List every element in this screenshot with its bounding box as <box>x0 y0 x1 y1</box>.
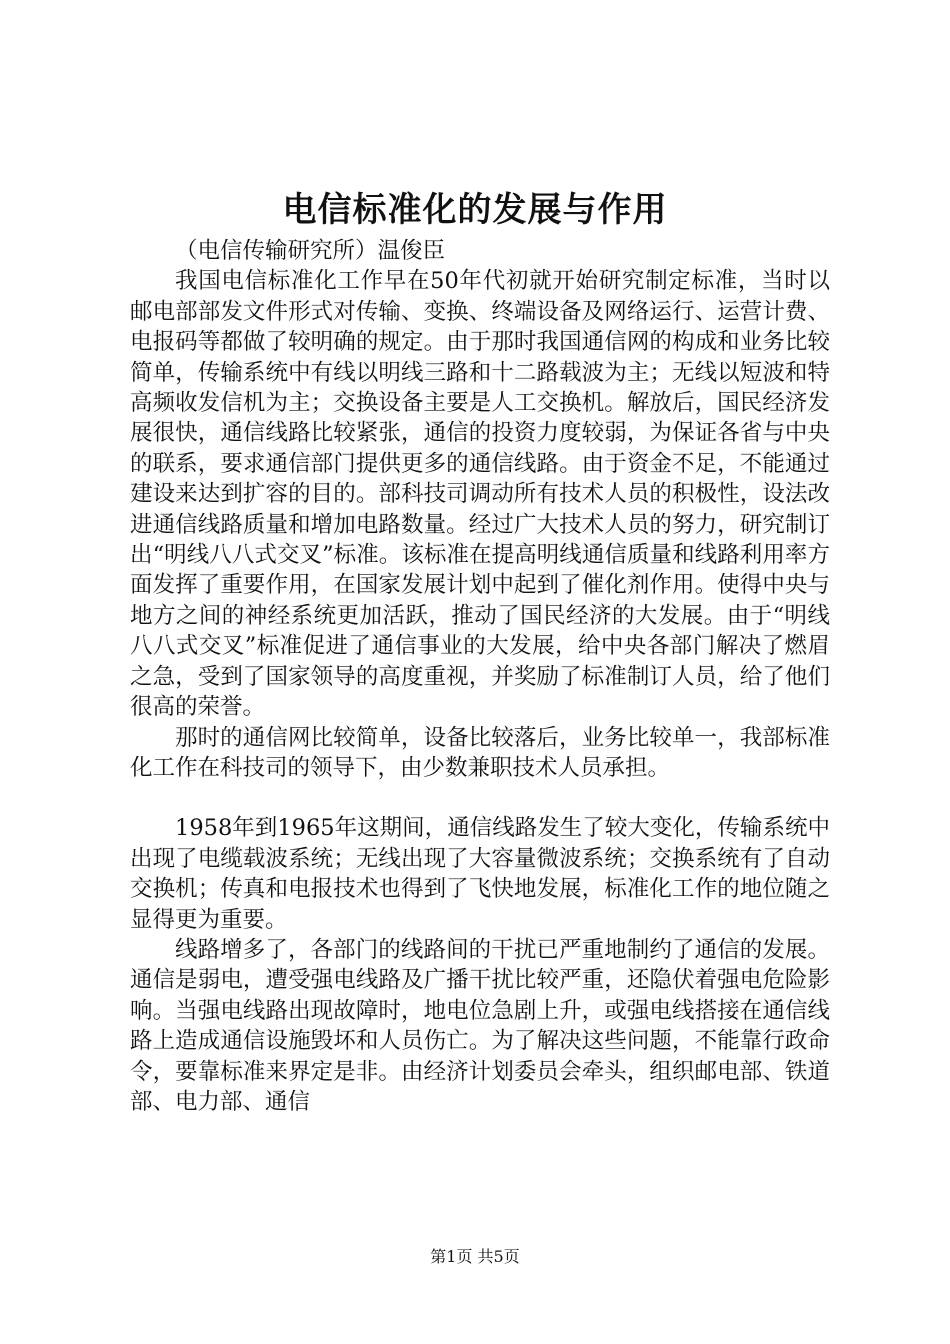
author-line: （电信传输研究所）温俊臣 <box>175 238 446 264</box>
paragraph-4: 线路增多了，各部门的线路间的干扰已严重地制约了通信的发展。通信是弱电，遭受强电线路及广播干扰比较严重，还隐伏着强电危险影响。当强电线路出现故障时，地电位急剧上升，或强电线搭接在通信线路上造成通信设施毁坏和人员伤亡。为了解决这些问题，不能靠行政命令，要靠标准来界定是非。由经济计划委员会牵头，组织邮电部、铁道部、电力部、通信 <box>130 936 830 1115</box>
paragraph-2: 那时的通信网比较简单，设备比较落后，业务比较单一，我部标准化工作在科技司的领导下，由少数兼职技术人员承担。 <box>130 724 830 781</box>
page-footer: 第1页 共5页 <box>430 1247 520 1266</box>
document-title: 电信标准化的发展与作用 <box>282 190 668 230</box>
paragraph-3: 1958年到1965年这期间，通信线路发生了较大变化，传输系统中出现了电缆载波系统；无线出现了大容量微波系统；交换系统有了自动交换机；传真和电报技术也得到了飞快地发展，标准化工作的地位随之显得更为重要。 <box>130 815 830 933</box>
paragraph-1: 我国电信标准化工作早在50年代初就开始研究制定标准，当时以邮电部部发文件形式对传输、变换、终端设备及网络运行、运营计费、电报码等都做了较明确的规定。由于那时我国通信网的构成和业务比较简单，传输系统中有线以明线三路和十二路载波为主；无线以短波和特高频收发信机为主；交换设备主要是人工交换机。解放后，国民经济发展很快，通信线路比较紧张，通信的投资力度较弱，为保证各省与中央的联系，要求通信部门提供更多的通信线路。由于资金不足，不能通过建设来达到扩容的目的。部科技司调动所有技术人员的积极性，设法改进通信线路质量和增加电路数量。经过广大技术人员的努力，研究制订出“明线八八式交叉”标准。该标准在提高明线通信质量和线路利用率方面发挥了重要作用，在国家发展计划中起到了催化剂作用。使得中央与地方之间的神经系统更加活跃，推动了国民经济的大发展。由于“明线八八式交叉”标准促进了通信事业的大发展，给中央各部门解决了燃眉之急，受到了国家领导的高度重视，并奖励了标准制订人员，给了他们很高的荣誉。 <box>130 268 830 721</box>
document-body <box>130 236 830 1117</box>
paragraph-gap <box>130 783 830 813</box>
